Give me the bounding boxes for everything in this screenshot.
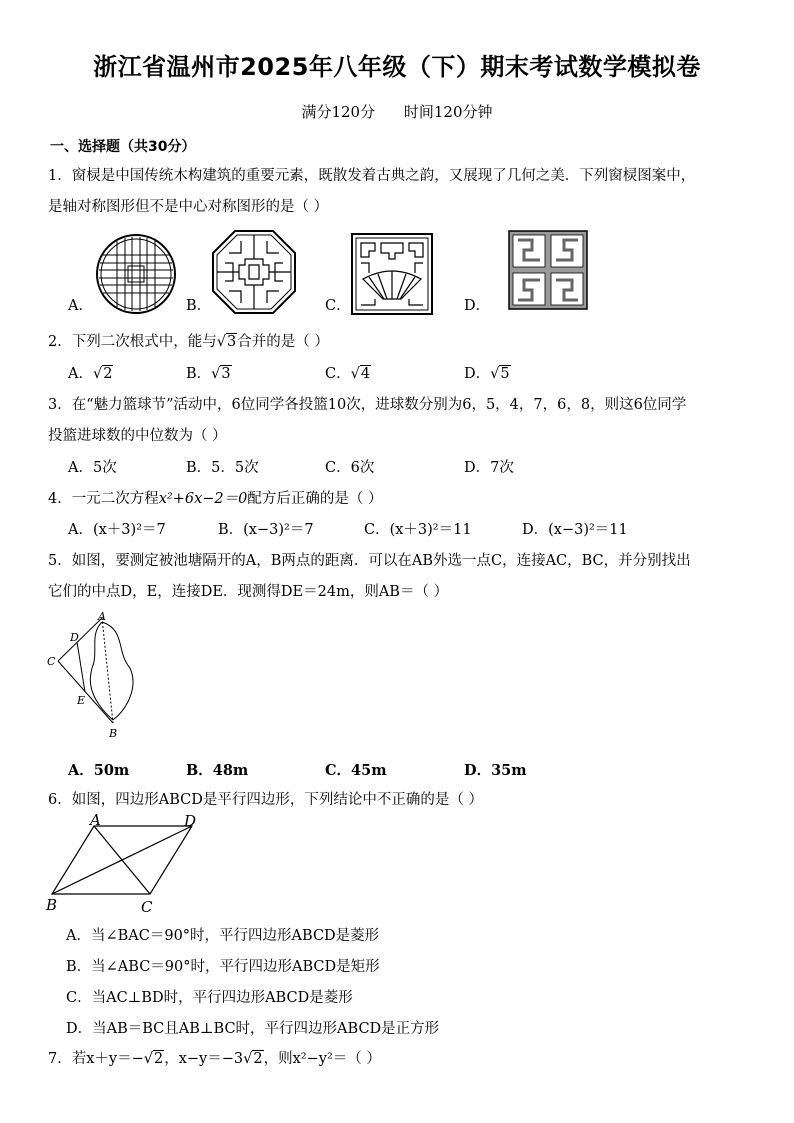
q2-option-d: D．√5 (464, 366, 510, 382)
q6-option-c: C．当AC⊥BD时，平行四边形ABCD是菱形 (66, 990, 353, 1006)
q6-stem: 6．如图，四边形ABCD是平行四边形，下列结论中不正确的是（ ） (48, 792, 483, 808)
q2-option-a: A．√2 (68, 366, 113, 382)
q4-option-c: C．(x＋3)²＝11 (364, 522, 472, 538)
time-text: 时间120分钟 (403, 103, 493, 121)
q7-radicand-2: 2 (253, 1051, 263, 1067)
q1-option-b-label: B． (186, 298, 212, 314)
label-c: C (47, 655, 56, 668)
q5-option-b: B．48m (186, 762, 249, 779)
q2-option-a-label: A． (68, 366, 93, 382)
window-pattern-b (211, 229, 297, 315)
q2-stem-text-b: 合并的是（ ） (237, 334, 329, 350)
q2-option-c: C．√4 (325, 366, 371, 382)
page-title: 浙江省温州市2025年八年级（下）期末考试数学模拟卷 (93, 53, 701, 81)
q1-option-a-label: A． (68, 298, 93, 314)
label-a: A (90, 812, 101, 829)
q7-radical-2: √2 (243, 1051, 263, 1067)
q5-option-c: C．45m (325, 762, 387, 779)
label-d: D (70, 631, 79, 644)
q3-stem-line2: 投篮进球数的中位数为（ ） (48, 428, 227, 444)
q6-option-b: B．当∠ABC＝90°时，平行四边形ABCD是矩形 (66, 959, 380, 975)
q4-equation: x²+6x−2＝0 (158, 491, 248, 507)
q1-stem-line1: 1．窗棂是中国传统木构建筑的重要元素，既散发着古典之韵，又展现了几何之美．下列窗棂图案中， (48, 168, 696, 184)
window-pattern-d (508, 230, 588, 310)
q4-option-b: B．(x−3)²＝7 (218, 522, 314, 538)
label-b: B (46, 896, 58, 914)
q2-option-b-radicand: 3 (221, 366, 231, 382)
q5-option-a: A．50m (68, 762, 130, 779)
q7-stem-text-b: ，x−y＝−3 (164, 1051, 244, 1067)
label-e: E (77, 694, 86, 707)
q1-option-c-label: C． (325, 298, 351, 314)
q6-option-d: D．当AB＝BC且AB⊥BC时，平行四边形ABCD是正方形 (66, 1021, 440, 1037)
q3-option-b: B．5．5次 (186, 460, 259, 476)
label-d: D (184, 812, 197, 830)
q3-option-c: C．6次 (325, 460, 375, 476)
window-pattern-c (351, 233, 433, 315)
score-text: 满分120分 (301, 103, 376, 121)
q7-stem (48, 1047, 381, 1068)
window-pattern-a (95, 233, 177, 315)
pond-figure (44, 610, 140, 742)
section-heading: 一、选择题（共30分） (50, 139, 196, 155)
q2-option-a-radicand: 2 (103, 366, 113, 382)
q4-option-d: D．(x−3)²＝11 (522, 522, 628, 538)
q2-option-b: B．√3 (186, 366, 231, 382)
q3-stem-line1: 3．在“魅力篮球节”活动中，6位同学各投篮10次，进球数分别为6，5，4，7，6，8，则这6位同学 (48, 397, 687, 413)
q2-option-c-radicand: 4 (360, 366, 371, 382)
q2-option-b-label: B． (186, 366, 212, 382)
q7-radicand-1: 2 (154, 1051, 164, 1067)
q6-option-a: A．当∠BAC＝90°时，平行四边形ABCD是菱形 (66, 928, 380, 944)
label-a: A (98, 610, 106, 623)
q2-stem-text-a: 2．下列二次根式中，能与 (48, 334, 217, 350)
q2-option-d-radicand: 5 (500, 366, 510, 382)
q4-stem-text-b: 配方后正确的是（ ） (247, 491, 383, 507)
label-c: C (141, 898, 153, 916)
q2-stem (48, 330, 329, 351)
q3-option-a: A．5次 (68, 460, 117, 476)
q2-stem-radicand: 3 (226, 334, 237, 350)
q1-stem-line2: 是轴对称图形但不是中心对称图形的是（ ） (48, 199, 329, 215)
q2-option-c-label: C． (325, 366, 351, 382)
q5-stem-line2: 它们的中点D，E，连接DE．现测得DE＝24m，则AB＝（ ） (48, 584, 449, 600)
q2-option-d-label: D． (464, 366, 491, 382)
q7-stem-text-c: ，则x²−y²＝（ ） (263, 1051, 381, 1067)
q7-stem-text-a: 7．若x＋y＝− (48, 1051, 144, 1067)
q3-option-d: D．7次 (464, 460, 514, 476)
q4-stem-text-a: 4．一元二次方程 (48, 491, 159, 507)
exam-info (0, 101, 794, 122)
q1-option-d-label: D． (464, 298, 491, 314)
label-b: B (109, 727, 118, 740)
q4-option-a: A．(x＋3)²＝7 (68, 522, 166, 538)
parallelogram-figure (44, 812, 212, 916)
q2-stem-radical: √3 (216, 334, 237, 350)
q4-stem (48, 487, 383, 508)
q5-option-d: D．35m (464, 762, 527, 779)
q7-radical-1: √2 (143, 1051, 164, 1067)
q5-stem-line1: 5．如图，要测定被池塘隔开的A，B两点的距离．可以在AB外选一点C，连接AC，BC，并分别找出 (48, 553, 691, 569)
